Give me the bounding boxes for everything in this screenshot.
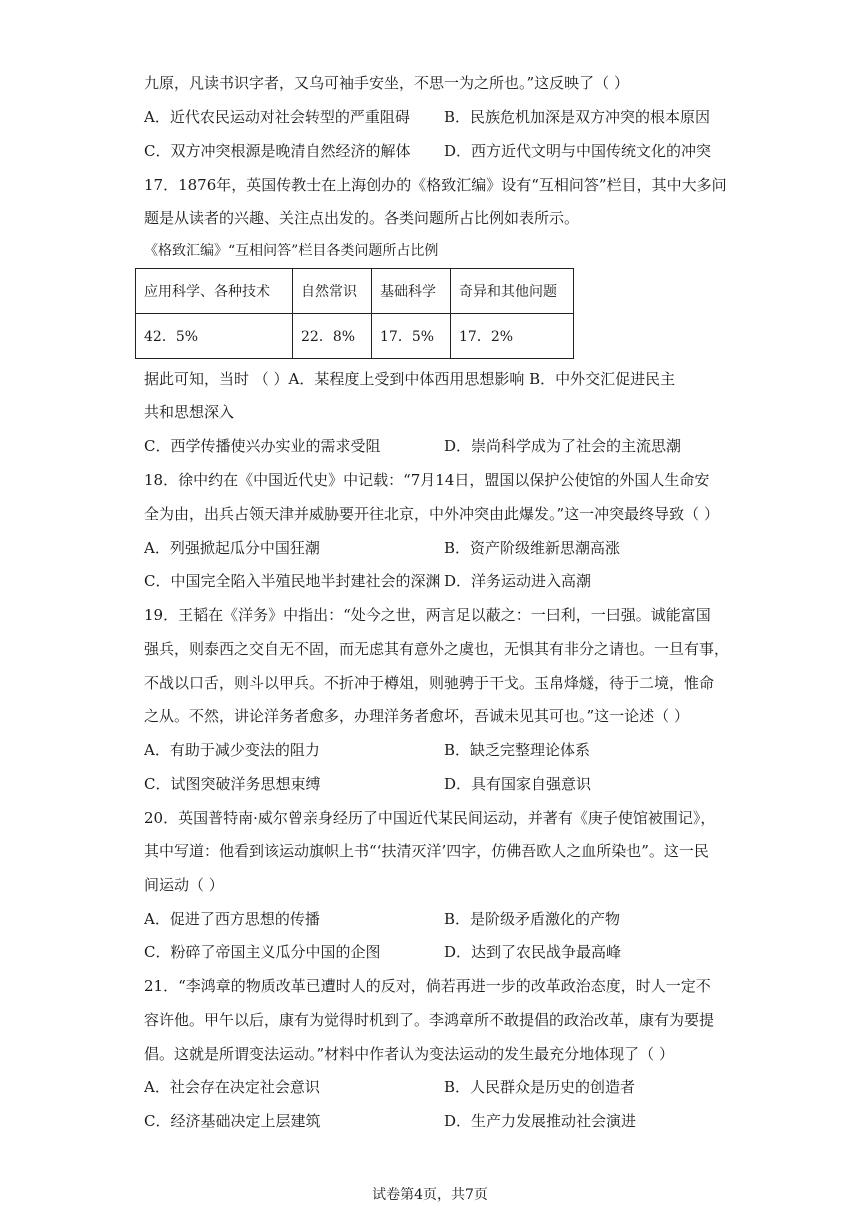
q20-option-d: D．达到了农民战争最高峰 bbox=[444, 943, 622, 961]
table-cell: 22．8% bbox=[293, 314, 372, 359]
q16-option-c: C．双方冲突根源是晚清自然经济的解体 bbox=[144, 142, 411, 160]
table-row bbox=[136, 269, 574, 314]
q16-option-a: A．近代农民运动对社会转型的严重阻碍 bbox=[144, 108, 410, 126]
q18-option-b: B．资产阶级维新思潮高涨 bbox=[444, 539, 621, 557]
q20-stem-line1: 20．英国普特南·威尔曾亲身经历了中国近代某民间运动，并著有《庚子使馆被围记》， bbox=[144, 809, 716, 827]
q18-option-a: A．列强掀起瓜分中国狂潮 bbox=[144, 539, 320, 557]
q19-option-b: B．缺乏完整理论体系 bbox=[444, 741, 591, 759]
table-row bbox=[136, 314, 574, 359]
q17-stem-line1: 17．1876年，英国传教士在上海创办的《格致汇编》设有“互相问答”栏目，其中大多问 bbox=[144, 176, 727, 194]
q20-option-a: A．促进了西方思想的传播 bbox=[144, 910, 320, 928]
table-cell: 17．2% bbox=[451, 314, 574, 359]
q21-stem-line1: 21．“李鸿章的物质改革已遭时人的反对，倘若再进一步的改革政治态度，时人一定不 bbox=[144, 977, 711, 995]
q21-option-a: A．社会存在决定社会意识 bbox=[144, 1078, 320, 1096]
q20-option-b: B．是阶级矛盾激化的产物 bbox=[444, 910, 621, 928]
q21-stem-line3: 倡。这就是所谓变法运动。”材料中作者认为变法运动的发生最充分地体现了（ ） bbox=[144, 1045, 674, 1063]
q19-stem-line3: 不战以口舌，则斗以甲兵。不折冲于樽俎，则驰骋于干戈。玉帛烽燧，待于二境，惟命 bbox=[144, 674, 715, 692]
q17-stem-line3: 据此可知，当时 （ ）A．某程度上受到中体西用思想影响 B．中外交汇促进民主 bbox=[144, 370, 676, 388]
q20-stem-line2: 其中写道：他看到该运动旗帜上书“‘扶清灭洋’四字，仿佛吾欧人之血所染也”。这一民 bbox=[144, 842, 709, 860]
q18-option-d: D．洋务运动进入高潮 bbox=[444, 572, 592, 590]
table-header-cell: 基础科学 bbox=[372, 269, 451, 314]
q17-table-caption: 《格致汇编》“互相问答”栏目各类问题所占比例 bbox=[144, 243, 439, 259]
table-header-cell: 自然常识 bbox=[293, 269, 372, 314]
q17-table bbox=[135, 268, 574, 359]
q17-option-d: D．崇尚科学成为了社会的主流思潮 bbox=[444, 437, 682, 455]
table-header-cell: 奇异和其他问题 bbox=[451, 269, 574, 314]
q19-stem-line4: 之从。不然，讲论洋务者愈多，办理洋务者愈坏，吾诚未见其可也。”这一论述（ ） bbox=[144, 707, 689, 725]
q21-option-b: B．人民群众是历史的创造者 bbox=[444, 1078, 636, 1096]
q21-option-c: C．经济基础决定上层建筑 bbox=[144, 1112, 321, 1130]
table-cell: 42．5% bbox=[136, 314, 293, 359]
q18-option-c: C．中国完全陷入半殖民地半封建社会的深渊 bbox=[144, 572, 441, 590]
table-header-cell: 应用科学、各种技术 bbox=[136, 269, 293, 314]
q16-option-b: B．民族危机加深是双方冲突的根本原因 bbox=[444, 108, 711, 126]
question-16-tail: 九原，凡读书识字者，又乌可袖手安坐，不思一为之所也。”这反映了（ ） bbox=[144, 74, 629, 92]
table-cell: 17．5% bbox=[372, 314, 451, 359]
q19-option-d: D．具有国家自强意识 bbox=[444, 775, 592, 793]
q16-option-d: D．西方近代文明与中国传统文化的冲突 bbox=[444, 142, 712, 160]
q17-stem-line2: 题是从读者的兴趣、关注点出发的。各类问题所占比例如表所示。 bbox=[144, 209, 580, 227]
q18-stem-line1: 18．徐中约在《中国近代史》中记载：“7月14日，盟国以保护公使馆的外国人生命安 bbox=[144, 471, 710, 489]
q17-option-c: C．西学传播使兴办实业的需求受阻 bbox=[144, 437, 381, 455]
q19-option-a: A．有助于减少变法的阻力 bbox=[144, 741, 320, 759]
q17-stem-line4: 共和思想深入 bbox=[144, 403, 235, 421]
q18-stem-line2: 全为由，出兵占领天津并威胁要开往北京，中外冲突由此爆发。”这一冲突最终导致（ ） bbox=[144, 505, 719, 523]
q19-option-c: C．试图突破洋务思想束缚 bbox=[144, 775, 321, 793]
q21-stem-line2: 容许他。甲午以后，康有为觉得时机到了。李鸿章所不敢提倡的政治改革，康有为要提 bbox=[144, 1011, 715, 1029]
q20-option-c: C．粉碎了帝国主义瓜分中国的企图 bbox=[144, 943, 381, 961]
page-footer: 试卷第4页，共7页 bbox=[372, 1187, 488, 1203]
q20-stem-line3: 间运动（ ） bbox=[144, 876, 224, 894]
q19-stem-line2: 强兵，则泰西之交自无不固，而无虑其有意外之虞也，无惧其有非分之请也。一旦有事， bbox=[144, 640, 730, 658]
q19-stem-line1: 19．王韬在《洋务》中指出：“处今之世，两言足以蔽之：一曰利，一曰强。诚能富国 bbox=[144, 606, 711, 624]
q21-option-d: D．生产力发展推动社会演进 bbox=[444, 1112, 637, 1130]
